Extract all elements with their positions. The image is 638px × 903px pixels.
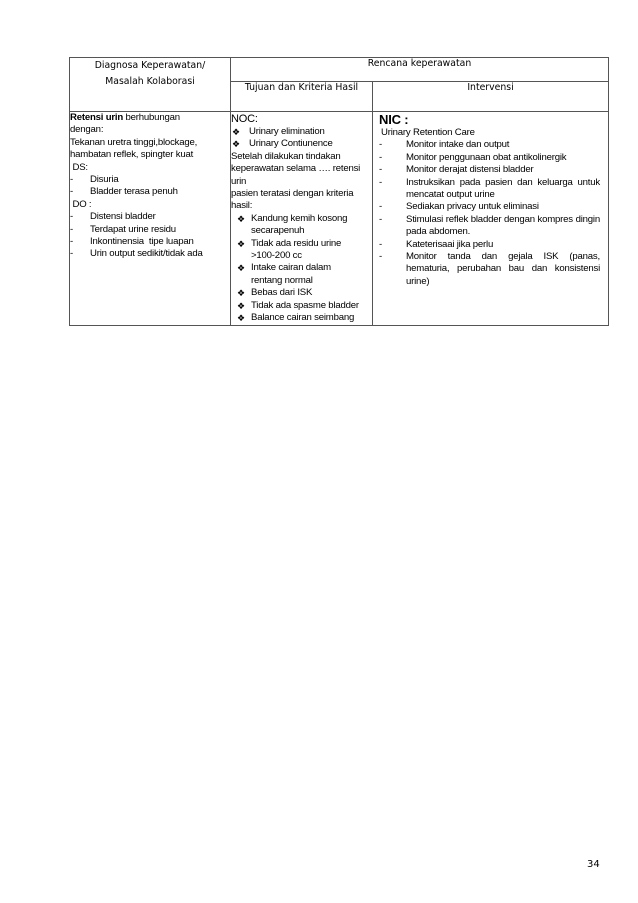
noc-title: NOC: (231, 113, 258, 125)
diamond-bullet-icon: ❖ (232, 139, 240, 150)
diamond-bullet-icon: ❖ (237, 213, 245, 224)
nic-item: - Sediakan privacy untuk eliminasi (379, 201, 539, 213)
diamond-bullet-icon: ❖ (237, 313, 245, 324)
goals-intro: hasil: (231, 200, 253, 212)
nic-item: - Monitor intake dan output (379, 139, 510, 151)
do-item: - Distensi bladder (70, 211, 156, 223)
care-plan-table (69, 57, 609, 326)
page-number: 34 (587, 859, 600, 870)
header-rencana: Rencana keperawatan (231, 58, 609, 82)
goals-intro: Setelah dilakukan tindakan (231, 150, 341, 162)
nic-subtitle: Urinary Retention Care (381, 127, 475, 138)
goals-cell (231, 112, 373, 326)
nic-item: - Kateterisaai jika perlu (379, 238, 494, 250)
intervention-cell (373, 112, 609, 326)
criteria-item: ❖ Tidak ada spasme bladder (237, 299, 359, 311)
ds-item: - Disuria (70, 174, 119, 186)
header-diagnosis (70, 58, 231, 112)
criteria-item: ❖ Intake cairan dalam rentang normal (237, 262, 331, 286)
diagnosis-cell (70, 112, 231, 326)
noc-item: ❖ Urinary elimination (232, 126, 325, 137)
criteria-item: ❖ Bebas dari ISK (237, 287, 313, 299)
header-diagnosis-line2: Masalah Kolaborasi (105, 76, 195, 87)
criteria-item: ❖ Tidak ada residu urine >100-200 cc (237, 237, 342, 262)
nic-item: - Monitor derajat distensi bladder (379, 164, 534, 176)
header-goals: Tujuan dan Kriteria Hasil (231, 82, 373, 112)
diamond-bullet-icon: ❖ (237, 238, 245, 249)
diagnosis-line: dengan: (70, 124, 104, 136)
diamond-bullet-icon: ❖ (237, 263, 245, 274)
do-item: - Terdapat urine residu (70, 223, 176, 235)
diagnosis-title: Retensi urin berhubungan (70, 112, 180, 123)
diagnosis-line: Tekanan uretra tinggi,blockage, (70, 136, 198, 148)
do-item: - Urin output sedikit/tidak ada (70, 248, 203, 260)
diamond-bullet-icon: ❖ (232, 127, 240, 137)
criteria-item: ❖ Kandung kemih kosong secarapenuh (237, 212, 348, 237)
nic-item: - Instruksikan pada pasien dan keluarga untuk mencatat output urine (379, 176, 600, 201)
goals-intro: pasien teratasi dengan kriteria (231, 188, 354, 200)
nic-item: - Stimulasi reflek bladder dengan kompres dingin pada abdomen. (379, 213, 600, 238)
diamond-bullet-icon: ❖ (237, 300, 245, 311)
header-intervention: Intervensi (373, 82, 609, 112)
diamond-bullet-icon: ❖ (237, 288, 245, 299)
do-item: - Inkontinensia tipe luapan (70, 236, 194, 248)
nic-item: - Monitor tanda dan gejala ISK (panas, hematuria, perubahan bau dan konsistensi urine) (379, 251, 600, 287)
nic-title: NIC : (379, 112, 409, 127)
header-diagnosis-line1: Diagnosa Keperawatan/ (94, 60, 206, 71)
noc-item: ❖ Urinary Contiunence (232, 138, 333, 150)
criteria-item: ❖ Balance cairan seimbang (237, 312, 355, 324)
goals-intro: urin (231, 175, 247, 187)
nic-item: - Monitor penggunaan obat antikolinergik (379, 151, 567, 163)
ds-label: DS: (70, 161, 88, 173)
do-label: DO : (70, 198, 92, 210)
ds-item: - Bladder terasa penuh (70, 186, 178, 198)
goals-intro: keperawatan selama …. retensi (231, 163, 361, 175)
diagnosis-line: hambatan reflek, spingter kuat (70, 149, 194, 161)
